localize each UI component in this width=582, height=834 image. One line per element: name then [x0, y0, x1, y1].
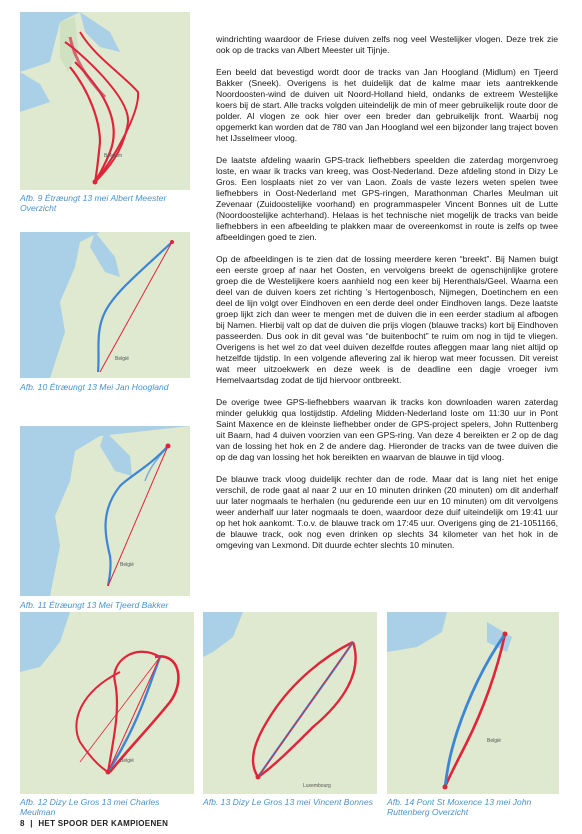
caption-afb10: Afb. 10 Étræungt 13 Mei Jan Hoogland: [20, 382, 169, 392]
paragraph-5: De overige twee GPS-liefhebbers waarvan ik tracks kon downloaden waren zaterdag minder gelukkig qua lostijdstip. Afdeling Midden-Nederland loste om 11:30 uur in Pont Saint Maxence en de kleinste liefhebber onder de GPS-project spelers, John Ruttenberg uit Baarn, had 4 duiven voorzien van een GPS-ring. Van deze 4 bereikten er 2 op de dag van de lossing het hok en 2 de andere dag. Hieronder de tracks van de twee duiven die op de dag van lossing het hok bereikten en waarvan de blauwe in tijd vloog.: [216, 397, 558, 462]
map-afb13: [203, 612, 377, 794]
map-afb10-svg: [20, 232, 190, 378]
map-afb11: [20, 426, 190, 596]
map-afb14: [387, 612, 559, 794]
map-label-belgie-11: België: [120, 562, 134, 568]
map-afb14-svg: [387, 612, 559, 794]
caption-afb9: Afb. 9 Étræungt 13 mei Albert Meester Overzicht: [20, 193, 167, 213]
article-body: [216, 34, 558, 562]
map-label-luxembourg-13: Luxembourg: [303, 783, 331, 789]
magazine-title: HET SPOOR DER KAMPIOENEN: [38, 819, 169, 828]
caption-afb13: Afb. 13 Dizy Le Gros 13 mei Vincent Bonnes: [203, 797, 373, 807]
footer-separator: |: [30, 819, 33, 828]
map-label-belgium: Belgium: [104, 153, 123, 159]
paragraph-4: Op de afbeeldingen is te zien dat de lossing meerdere keren “breekt”. Bij Namen buigt een eerste groep af naar het Oosten, en vervolgens breekt de ogenschijnlijke grotere groep die de Westelijkere koers aanhield nog een keer bij Herenthals/Geel. Waarna een deel van de duiven koers zet richting ’s Hertogenbosch, Nijmegen, Doetinchem en een deel de lijn volgt over Eindhoven en een derde deel onder Eindhoven langs. Deze laatste groep lijkt zich dan weer te mengen met de duiven die in een eerder stadium al afbogen bij Namen. Hierbij valt op dat de duiven die prijs vlogen (blauwe tracks) kort bij Eindhoven passeerden. Dus ook in dit geval was “de buitenbocht” te ruim om nog in tijd te vliegen. Overigens is het wel zo dat veel duiven dezelfde routes afleggen maar lang niet altijd op hetzelfde tijdstip. In een volgende aflevering zal ik hierop wat meer focussen. Dit vereist wat meer uitzoekwerk en deze week is de deadline een dagje vroeger ivm Hemelvaartsdag zodat de tijd hiervoor ontbreekt.: [216, 254, 558, 385]
paragraph-6: De blauwe track vloog duidelijk rechter dan de rode. Maar dat is lang niet het enige verschil, de rode gaat al naar 2 uur en 10 minuten drinken (20 minuten) om dit anderhalf uur later nogmaals te herhalen (nu gedurende een uur en 10 minuten) om dit vervolgens weer anderhalf uur later nogmaals te doen, waardoor deze duif uiteindelijk om 19:41 uur op het hok aankomt. T.o.v. de blauwe track om 17:45 uur. Overigens ging de 21-1051166, de blauwe track, ook nog even drinken op slechts 34 kilometer van het hok in de omgeving van Lexmond. Dit duurde echter slechts 10 minuten.: [216, 474, 558, 550]
map-afb9: [20, 12, 190, 190]
caption-afb12: Afb. 12 Dizy Le Gros 13 mei Charles Meulman: [20, 797, 160, 817]
map-afb11-svg: [20, 426, 190, 596]
map-label-belgie-14: België: [487, 738, 501, 744]
map-afb13-svg: [203, 612, 377, 794]
page-number: 8: [20, 819, 25, 828]
paragraph-3: De laatste afdeling waarin GPS-track liefhebbers speelden die zaterdag morgenvroeg loste, en waar ik tracks van kreeg, was Oost-Nederland. Deze afdeling stond in Dizy Le Gros. Een losplaats niet zo ver van Laon. Zoals de vaste lezers weten spelen twee liefhebbers in Oost-Nederland met GPS-ringen, Marathonman Charles Meulman uit Zevenaar (Zuidoostelijke voorhand) en programmaspeler Vincent Bonnes uit de Lutte (Noordoostelijke achterhand). Helaas is het technische niet mogelijk de tracks van beide liefhebbers in een afbeelding te plakken maar de overeenkomst in route is zelfs op twee afbeeldingen goed te zien.: [216, 155, 558, 242]
map-afb10: [20, 232, 190, 378]
map-label-belgie-10: België: [115, 356, 129, 362]
map-afb12-svg: [20, 612, 194, 794]
map-label-belgie-12: België: [120, 758, 134, 764]
map-afb12: [20, 612, 194, 794]
map-afb9-svg: [20, 12, 190, 190]
paragraph-2: Een beeld dat bevestigd wordt door de tracks van Jan Hoogland (Midlum) en Tjeerd Bakker (Sneek). Overigens is het duidelijk dat de kalme maar iets aantrekkende Noordoosten-wind de duiven uit Noord-Holland hield, ondanks de extreem Westelijke koers bij de start. Alle tracks volgden uiteindelijk de min of meer gebruikelijk route door de polder. Al vlogen ze ook hier over een breder dan gebruikelijk front. Waarbij nog opgemerkt kan worden dat de 780 van Jan Hoogland wel een bijzonder lang traject boven het IJsselmeer vloog.: [216, 67, 558, 143]
page-footer: [20, 819, 168, 828]
caption-afb11: Afb. 11 Étræungt 13 Mei Tjeerd Bakker: [20, 600, 169, 610]
paragraph-1: windrichting waardoor de Friese duiven zelfs nog veel Westelijker vlogen. Deze trek zie ook op de tracks van Albert Meester uit Tijnje.: [216, 34, 558, 55]
caption-afb14: Afb. 14 Pont St Moxence 13 mei John Ruttenberg Overzicht: [387, 797, 532, 817]
